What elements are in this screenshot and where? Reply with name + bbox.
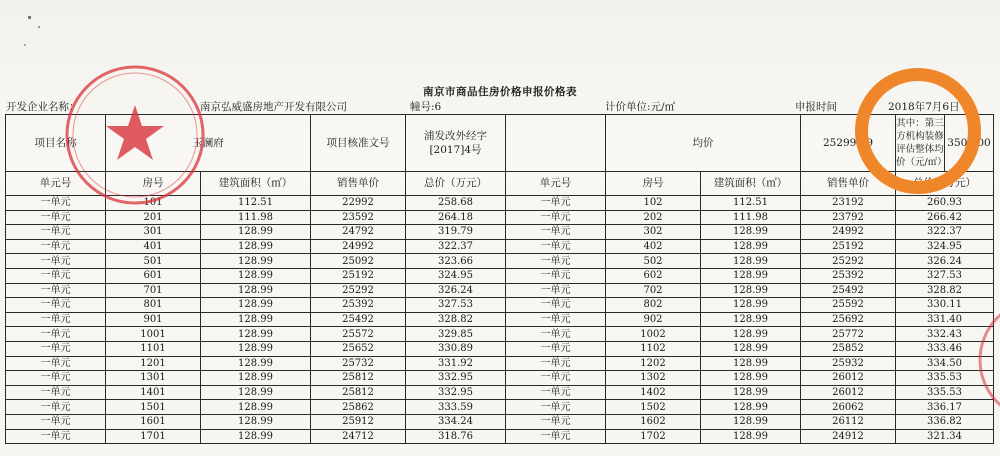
partial-seal <box>960 280 1000 440</box>
table-cell: 328.82 <box>406 312 506 327</box>
decoration-price: 3500.00 <box>947 137 991 149</box>
table-cell: 323.66 <box>406 254 506 269</box>
project-name-label: 项目名称 <box>6 115 106 172</box>
table-cell: 一单元 <box>506 312 606 327</box>
table-cell: 336.17 <box>896 400 994 415</box>
table-cell: 111.98 <box>201 210 311 225</box>
approval-label: 项目核准文号 <box>311 115 406 172</box>
table-cell: 24792 <box>311 225 406 240</box>
table-cell: 128.99 <box>201 341 311 356</box>
table-cell: 一单元 <box>6 254 106 269</box>
table-cell: 128.99 <box>201 268 311 283</box>
table-cell: 25092 <box>311 254 406 269</box>
document-title: 南京市商品住房价格申报价格表 <box>423 86 577 98</box>
table-cell: 24992 <box>311 239 406 254</box>
table-cell: 25392 <box>801 268 896 283</box>
table-cell: 1702 <box>606 429 701 444</box>
table-cell: 1202 <box>606 356 701 371</box>
table-cell: 一单元 <box>6 268 106 283</box>
developer-label: 开发企业名称： <box>6 101 80 113</box>
table-row <box>6 239 994 254</box>
table-cell: 318.76 <box>406 429 506 444</box>
decoration-price-label: 其中：第三方机构装修评估整体均价（元/㎡） <box>896 115 945 171</box>
table-cell: 326.24 <box>896 254 994 269</box>
table-cell: 23192 <box>801 196 896 211</box>
table-cell: 一单元 <box>506 414 606 429</box>
table-cell: 1102 <box>606 341 701 356</box>
table-cell: 128.99 <box>201 385 311 400</box>
table-cell: 25492 <box>801 283 896 298</box>
table-cell: 一单元 <box>6 327 106 342</box>
table-cell: 25912 <box>311 414 406 429</box>
table-cell: 1002 <box>606 327 701 342</box>
building-number: 幢号:6 <box>410 101 442 113</box>
table-cell: 202 <box>606 210 701 225</box>
table-cell: 322.37 <box>896 225 994 240</box>
table-row <box>6 298 994 313</box>
table-cell: 112.51 <box>201 196 311 211</box>
table-cell: 327.53 <box>406 298 506 313</box>
table-cell: 24992 <box>801 225 896 240</box>
table-row <box>6 225 994 240</box>
table-cell: 128.99 <box>701 298 801 313</box>
table-cell: 一单元 <box>506 298 606 313</box>
table-cell: 25192 <box>801 239 896 254</box>
table-cell: 1201 <box>106 356 201 371</box>
table-cell: 1602 <box>606 414 701 429</box>
table-row <box>6 429 994 444</box>
developer-name: 南京弘威盛房地产开发有限公司 <box>200 101 347 113</box>
table-cell: 25932 <box>801 356 896 371</box>
table-body <box>6 196 994 444</box>
table-cell: 一单元 <box>6 371 106 386</box>
table-cell: 335.53 <box>896 371 994 386</box>
table-cell: 1701 <box>106 429 201 444</box>
table-cell: 一单元 <box>6 414 106 429</box>
table-row <box>6 327 994 342</box>
col-header-unit-price: 销售单价 <box>311 172 406 196</box>
table-cell: 128.99 <box>201 400 311 415</box>
table-cell: 25572 <box>311 327 406 342</box>
table-cell: 一单元 <box>506 371 606 386</box>
table-row <box>6 400 994 415</box>
col-header-area-2: 建筑面积（㎡） <box>701 172 801 196</box>
table-row <box>6 268 994 283</box>
table-cell: 322.37 <box>406 239 506 254</box>
table-cell: 1601 <box>106 414 201 429</box>
table-cell: 1502 <box>606 400 701 415</box>
table-cell: 128.99 <box>701 312 801 327</box>
table-cell: 128.99 <box>701 254 801 269</box>
col-header-total-2: 总价（万元） <box>896 172 994 196</box>
table-cell: 501 <box>106 254 201 269</box>
table-cell: 25492 <box>311 312 406 327</box>
table-cell: 128.99 <box>701 341 801 356</box>
table-cell: 128.99 <box>201 225 311 240</box>
table-cell: 334.24 <box>406 414 506 429</box>
table-cell: 26012 <box>801 371 896 386</box>
table-cell: 一单元 <box>506 239 606 254</box>
col-header-area: 建筑面积（㎡） <box>201 172 311 196</box>
table-cell: 111.98 <box>701 210 801 225</box>
table-cell: 702 <box>606 283 701 298</box>
table-cell: 一单元 <box>506 268 606 283</box>
table-cell: 128.99 <box>701 356 801 371</box>
table-cell: 102 <box>606 196 701 211</box>
table-cell: 258.68 <box>406 196 506 211</box>
table-cell: 一单元 <box>6 239 106 254</box>
table-cell: 25812 <box>311 371 406 386</box>
table-cell: 321.34 <box>896 429 994 444</box>
table-cell: 一单元 <box>506 356 606 371</box>
table-cell: 128.99 <box>201 239 311 254</box>
col-header-unit-2: 单元号 <box>506 172 606 196</box>
highlight-circle <box>855 68 981 194</box>
project-name: 玉澜府 <box>106 115 311 172</box>
table-cell: 128.99 <box>201 254 311 269</box>
table-cell: 25732 <box>311 356 406 371</box>
table-cell: 326.24 <box>406 283 506 298</box>
table-cell: 128.99 <box>201 356 311 371</box>
table-cell: 264.18 <box>406 210 506 225</box>
table-cell: 25772 <box>801 327 896 342</box>
table-cell: 一单元 <box>6 356 106 371</box>
table-cell: 333.59 <box>406 400 506 415</box>
table-cell: 25652 <box>311 341 406 356</box>
table-cell: 128.99 <box>201 371 311 386</box>
table-row <box>6 210 994 225</box>
table-row <box>6 283 994 298</box>
table-cell: 一单元 <box>6 429 106 444</box>
table-row <box>6 356 994 371</box>
table-cell: 601 <box>106 268 201 283</box>
table-cell: 128.99 <box>701 225 801 240</box>
company-seal <box>60 60 210 210</box>
declaration-date-label: 申报时间 <box>795 101 837 113</box>
table-cell: 802 <box>606 298 701 313</box>
table-cell: 201 <box>106 210 201 225</box>
table-cell: 112.51 <box>701 196 801 211</box>
table-cell: 333.46 <box>896 341 994 356</box>
col-header-unit: 单元号 <box>6 172 106 196</box>
table-cell: 25852 <box>801 341 896 356</box>
table-cell: 25862 <box>311 400 406 415</box>
table-cell: 328.82 <box>896 283 994 298</box>
table-cell: 602 <box>606 268 701 283</box>
table-cell: 23792 <box>801 210 896 225</box>
table-cell: 128.99 <box>701 429 801 444</box>
table-cell: 23592 <box>311 210 406 225</box>
table-cell: 一单元 <box>506 400 606 415</box>
table-cell: 324.95 <box>896 239 994 254</box>
table-cell: 一单元 <box>506 341 606 356</box>
table-cell: 128.99 <box>201 283 311 298</box>
table-cell: 25292 <box>801 254 896 269</box>
table-cell: 1301 <box>106 371 201 386</box>
table-cell: 401 <box>106 239 201 254</box>
table-cell: 128.99 <box>701 414 801 429</box>
table-cell: 1402 <box>606 385 701 400</box>
declaration-date: 2018年7月6日 <box>888 101 960 113</box>
table-cell: 329.85 <box>406 327 506 342</box>
table-cell: 502 <box>606 254 701 269</box>
table-cell: 26112 <box>801 414 896 429</box>
table-row <box>6 254 994 269</box>
table-cell: 302 <box>606 225 701 240</box>
table-cell: 一单元 <box>506 429 606 444</box>
table-cell: 402 <box>606 239 701 254</box>
table-row <box>6 312 994 327</box>
table-cell: 一单元 <box>6 298 106 313</box>
pricing-unit: 计价单位:元/㎡ <box>605 101 676 113</box>
table-cell: 128.99 <box>701 385 801 400</box>
table-cell: 一单元 <box>6 196 106 211</box>
table-cell: 一单元 <box>506 210 606 225</box>
col-header-room-2: 房号 <box>606 172 701 196</box>
table-cell: 327.53 <box>896 268 994 283</box>
table-cell: 25812 <box>311 385 406 400</box>
table-cell: 一单元 <box>506 327 606 342</box>
table-cell: 128.99 <box>201 414 311 429</box>
table-cell: 一单元 <box>506 385 606 400</box>
table-cell: 25392 <box>311 298 406 313</box>
approval-number: 浦发改外经字[2017]4号 <box>406 115 506 172</box>
table-cell: 332.43 <box>896 327 994 342</box>
col-header-room: 房号 <box>106 172 201 196</box>
col-header-unit-price-2: 销售单价 <box>801 172 896 196</box>
table-cell: 266.42 <box>896 210 994 225</box>
table-cell: 22992 <box>311 196 406 211</box>
table-cell: 332.95 <box>406 385 506 400</box>
table-cell: 128.99 <box>701 268 801 283</box>
table-cell: 334.50 <box>896 356 994 371</box>
table-cell: 128.99 <box>701 283 801 298</box>
table-cell: 330.11 <box>896 298 994 313</box>
table-cell: 25592 <box>801 298 896 313</box>
table-cell: 332.95 <box>406 371 506 386</box>
table-row <box>6 414 994 429</box>
scan-specks <box>18 14 48 54</box>
table-cell: 25692 <box>801 312 896 327</box>
table-cell: 26062 <box>801 400 896 415</box>
table-cell: 319.79 <box>406 225 506 240</box>
table-cell: 330.89 <box>406 341 506 356</box>
table-cell: 一单元 <box>6 400 106 415</box>
table-cell: 一单元 <box>506 196 606 211</box>
table-cell: 128.99 <box>701 371 801 386</box>
table-cell: 24912 <box>801 429 896 444</box>
table-cell: 902 <box>606 312 701 327</box>
table-row <box>6 341 994 356</box>
table-cell: 一单元 <box>6 210 106 225</box>
table-cell: 128.99 <box>201 298 311 313</box>
table-row <box>6 371 994 386</box>
table-cell: 128.99 <box>201 327 311 342</box>
table-cell: 1501 <box>106 400 201 415</box>
average-price-label: 均价 <box>606 115 801 172</box>
table-cell: 一单元 <box>6 312 106 327</box>
table-cell: 101 <box>106 196 201 211</box>
table-cell: 25192 <box>311 268 406 283</box>
table-cell: 1101 <box>106 341 201 356</box>
table-cell: 301 <box>106 225 201 240</box>
table-cell: 701 <box>106 283 201 298</box>
table-row <box>6 385 994 400</box>
col-header-total: 总价（万元） <box>406 172 506 196</box>
table-cell: 一单元 <box>6 225 106 240</box>
table-cell: 331.92 <box>406 356 506 371</box>
table-cell: 128.99 <box>701 327 801 342</box>
table-cell: 335.53 <box>896 385 994 400</box>
table-cell: 一单元 <box>506 254 606 269</box>
table-cell: 一单元 <box>6 341 106 356</box>
table-cell: 128.99 <box>701 400 801 415</box>
table-cell: 一单元 <box>506 283 606 298</box>
table-cell: 一单元 <box>6 283 106 298</box>
table-cell: 24712 <box>311 429 406 444</box>
table-cell: 一单元 <box>506 225 606 240</box>
table-cell: 26012 <box>801 385 896 400</box>
table-cell: 1401 <box>106 385 201 400</box>
table-cell: 128.99 <box>701 239 801 254</box>
table-cell: 331.40 <box>896 312 994 327</box>
table-cell: 801 <box>106 298 201 313</box>
table-cell: 128.99 <box>201 312 311 327</box>
table-cell: 901 <box>106 312 201 327</box>
table-cell: 128.99 <box>201 429 311 444</box>
summary-blank <box>506 115 606 172</box>
table-cell: 25292 <box>311 283 406 298</box>
table-cell: 336.82 <box>896 414 994 429</box>
table-cell: 324.95 <box>406 268 506 283</box>
average-price: 25299.29 <box>801 115 896 172</box>
table-cell: 1302 <box>606 371 701 386</box>
table-cell: 260.93 <box>896 196 994 211</box>
table-cell: 1001 <box>106 327 201 342</box>
table-cell: 一单元 <box>6 385 106 400</box>
